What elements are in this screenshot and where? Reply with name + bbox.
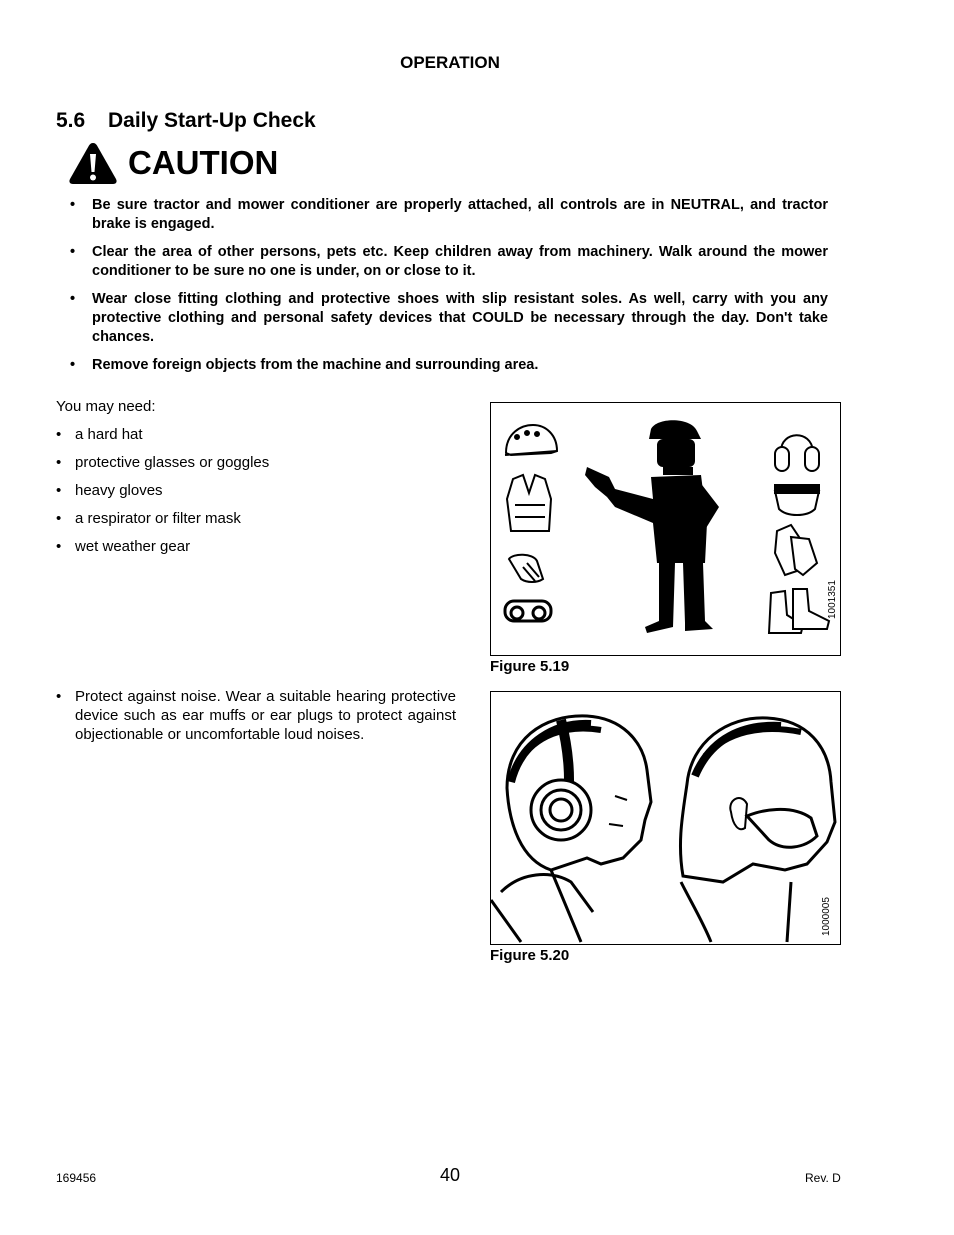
caution-item: • Clear the area of other persons, pets etc. Keep children away from machinery. Walk around the mower conditioner to be sure no one is under, on or close to it. <box>70 244 828 279</box>
hard-hat-icon <box>505 425 557 455</box>
figure-hearing-protection <box>490 691 841 945</box>
goggles-icon <box>505 601 551 621</box>
figure-id-number: 1001351 <box>827 580 838 619</box>
page-number: 40 <box>439 1165 461 1185</box>
caution-item-text: Be sure tractor and mower conditioner are properly attached, all controls are in NEUTRAL, and tractor brake is engaged. <box>92 197 828 232</box>
head-with-ear-muffs <box>491 716 651 942</box>
caution-item: • Remove foreign objects from the machine and surrounding area. <box>70 357 539 373</box>
figure-protective-gear <box>490 402 841 656</box>
list-item-text: a hard hat <box>75 426 143 443</box>
page-header: OPERATION <box>400 53 500 72</box>
list-item: • wet weather gear <box>56 538 191 555</box>
caution-banner <box>68 140 278 186</box>
gloves-icon <box>775 525 817 575</box>
figure-caption: Figure 5.20 <box>490 947 570 964</box>
head-with-ear-plugs <box>680 718 835 942</box>
list-item-text: heavy gloves <box>75 482 163 499</box>
noise-paragraph: • Protect against noise. Wear a suitable hearing protective device such as ear muffs or ear plugs to protect against objectionable or uncomfortable loud noises. <box>56 688 456 743</box>
list-item: • a hard hat <box>56 426 143 443</box>
ear-muffs-icon <box>775 435 819 471</box>
list-item: • protective glasses or goggles <box>56 454 270 471</box>
warning-triangle-icon <box>68 141 118 185</box>
list-item-text: wet weather gear <box>75 538 191 555</box>
noise-text: Protect against noise. Wear a suitable hearing protective device such as ear muffs or ear plugs to protect against objectionable or uncomfortable loud noises. <box>75 688 456 743</box>
figure-caption: Figure 5.19 <box>490 658 570 675</box>
caution-item: • Wear close fitting clothing and protective shoes with slip resistant soles. As well, carry with you any protective clothing and personal safety devices that COULD be necessary through the day. Don't take chances. <box>70 291 828 345</box>
hearing-protection-illustration <box>491 692 840 944</box>
caution-list <box>70 196 828 384</box>
caution-label: CAUTION <box>128 144 279 181</box>
caution-item: • Be sure tractor and mower conditioner are properly attached, all controls are in NEUTRAL, and tractor brake is engaged. <box>70 197 828 232</box>
figure-id-number: 1000005 <box>821 897 832 936</box>
section-number: 5.6 <box>56 109 86 132</box>
safety-boots-icon <box>769 589 829 633</box>
list-item: • heavy gloves <box>56 482 163 499</box>
caution-item-text: Clear the area of other persons, pets etc. Keep children away from machinery. Walk around the mower conditioner to be sure no one is under, on or close to it. <box>92 244 828 279</box>
respirator-icon <box>509 555 543 582</box>
worker-figure-icon <box>585 420 719 633</box>
revision-label: Rev. D <box>805 1171 841 1185</box>
section-heading <box>56 109 316 133</box>
list-item-text: protective glasses or goggles <box>75 454 270 471</box>
needs-list <box>56 426 269 566</box>
needs-intro: You may need: <box>56 398 156 415</box>
face-shield-icon <box>775 485 819 515</box>
caution-item-text: Remove foreign objects from the machine and surrounding area. <box>92 357 539 373</box>
caution-item-text: Wear close fitting clothing and protective shoes with slip resistant soles. As well, carry with you any protective clothing and personal safety devices that COULD be necessary through the day. Don't take chances. <box>92 291 828 345</box>
protective-gear-illustration <box>491 403 840 655</box>
list-item: • a respirator or filter mask <box>56 510 241 527</box>
list-item-text: a respirator or filter mask <box>75 510 241 527</box>
section-title: Daily Start-Up Check <box>108 109 316 132</box>
safety-vest-icon <box>507 475 551 531</box>
document-number: 169456 <box>56 1171 97 1185</box>
